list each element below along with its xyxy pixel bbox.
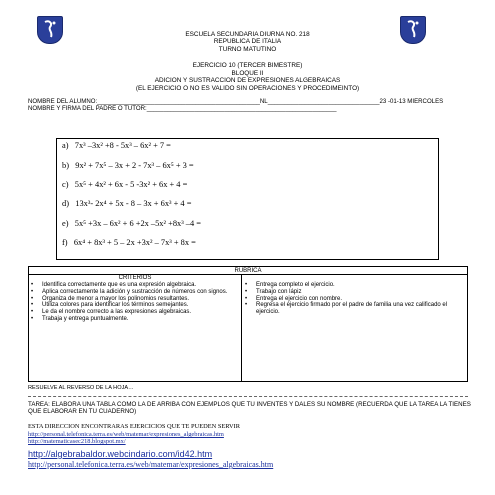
resource-link-1[interactable]: http://personal.telefonica.terra.es/web/matemar/expresiones_algebraicas.htm bbox=[28, 431, 224, 438]
list-item: • Utiliza colores para identificar los términos semejantes. bbox=[29, 302, 229, 309]
problem-e: e) 5x⁵ +3x – 6x² + 6 +2x –5x² +8x³ –4 = bbox=[62, 219, 201, 228]
school-header bbox=[0, 31, 495, 53]
student-name-label: NOMBRE DEL ALUMNO: bbox=[28, 98, 98, 105]
list-item: • Identifica correctamente que es una expresión algebraica. bbox=[29, 282, 229, 289]
requirements-list bbox=[243, 282, 453, 316]
list-item: • Entrega el ejercicio con nombre. bbox=[243, 296, 453, 303]
divider-line bbox=[28, 396, 468, 398]
problem-a: a) 7x³ –3x² +8 - 5x³ – 6x² + 7 = bbox=[62, 141, 171, 150]
school-shift: TURNO MATUTINO bbox=[218, 45, 277, 53]
rubric-title: RUBRICA bbox=[29, 267, 467, 275]
parent-signature-label: NOMBRE Y FIRMA DEL PADRE O TUTOR: bbox=[28, 105, 147, 112]
school-title: REPUBLICA DE ITALIA bbox=[213, 38, 282, 46]
exercise-header bbox=[0, 62, 495, 92]
problem-c: c) 5x⁵ + 4x² + 6x - 5 -3x² + 6x + 4 = bbox=[62, 180, 188, 189]
resource-link-4[interactable]: http://personal.telefonica.terra.es/web/matemar/expresiones_algebraicas.htm bbox=[28, 460, 274, 469]
rubric-divider bbox=[241, 275, 242, 381]
homework-task: TAREA: ELABORA UNA TABLA COMO LA DE ARRIBA CON EJEMPLOS QUE TU INVENTES Y DALES SU NOMBRE (RECUERDA QUE LA TAREA LA TIENES QUE ELABORAR EN TU CUADERNO) bbox=[28, 401, 471, 416]
criteria-title: CRITERIOS bbox=[118, 275, 152, 281]
problem-d: d) 13x³- 2x⁴ + 5x - 8 – 3x + 6x³ + 4 = bbox=[62, 199, 192, 208]
problem-b: b) 9x² + 7x⁵ – 3x + 2 - 7x³ – 6x⁵ + 3 = bbox=[62, 161, 194, 170]
problem-f: f) 6x⁴ + 8x³ + 5 – 2x +3x² – 7x³ + 8x = bbox=[62, 238, 196, 247]
student-name-row[interactable]: NOMBRE DEL ALUMNO:________________________________________________NL_________________________________23 -01-13 MIERCOLES bbox=[28, 98, 444, 105]
rubric-table bbox=[28, 266, 468, 382]
exercise-date: 23 -01-13 MIERCOLES bbox=[379, 98, 444, 105]
resources-label: ESTA DIRECCION ENCONTRARAS EJERCICIOS QUE TE PUEDEN SERVIR bbox=[28, 423, 241, 430]
exercise-topic: ADICION Y SUSTRACCION DE EXPRESIONES ALGEBRAICAS bbox=[154, 77, 341, 85]
list-item: • Regresa el ejercicio firmado por el padre de familia una vez calificado el ejercicio. bbox=[243, 302, 453, 316]
school-name: ESCUELA SECUNDARIA DIURNA NO. 218 bbox=[185, 31, 310, 38]
list-item: • Le da el nombre correcto a las expresiones algebraicas. bbox=[29, 309, 229, 316]
exercise-note: (EL EJERCICIO O NO ES VALIDO SIN OPERACIONES Y PROCEDIMEINTO) bbox=[135, 84, 360, 92]
list-item: • Organiza de menor a mayor los polinomios resultantes. bbox=[29, 296, 229, 303]
exercise-block: BLOQUE II bbox=[231, 69, 264, 77]
list-item: • Entrega completo el ejercicio. bbox=[243, 282, 453, 289]
exercise-number: EJERCICIO 10 (TERCER BIMESTRE) bbox=[192, 62, 303, 69]
list-item: • Trabaja y entrega puntualmente. bbox=[29, 316, 229, 323]
resource-link-3[interactable]: http://algebrabaldor.webcindario.com/id42.htm bbox=[28, 449, 213, 459]
list-number-label: NL bbox=[259, 98, 268, 105]
resource-link-2[interactable]: http://matematicasec218.blogspot.mx/ bbox=[28, 438, 126, 445]
criteria-list bbox=[29, 282, 229, 323]
list-item: • Trabajo con lápiz bbox=[243, 289, 453, 296]
parent-signature-row[interactable]: NOMBRE Y FIRMA DEL PADRE O TUTOR:________________________________________________________ bbox=[28, 105, 337, 112]
list-item: • Aplica correctamente la adición y sustracción de números con signos. bbox=[29, 289, 229, 296]
resolve-note: RESUELVE AL REVERSO DE LA HOJA… bbox=[28, 385, 134, 391]
